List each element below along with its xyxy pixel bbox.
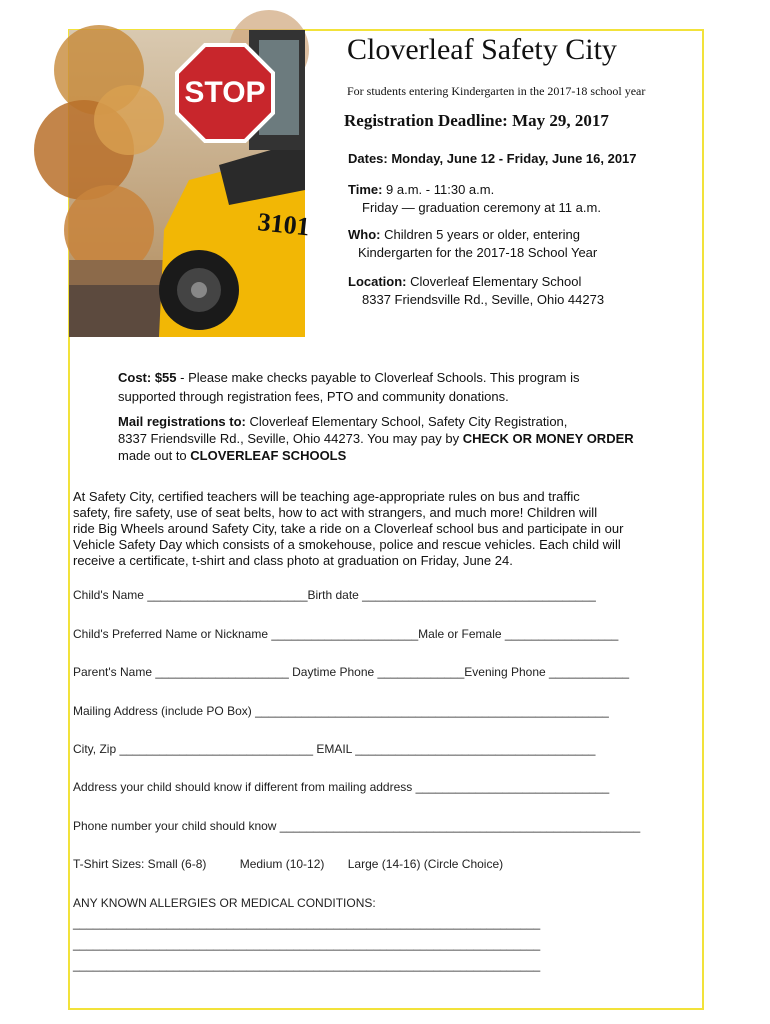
mail-label: Mail registrations to: [118,414,246,429]
time-label: Time: [348,182,383,197]
child-known-phone-field[interactable]: Phone number your child should know ______________________________________________________ [73,819,641,833]
payment-method: CHECK OR MONEY ORDER [462,431,634,446]
location-line2: 8337 Friendsville Rd., Seville, Ohio 44273 [362,292,605,307]
page-title: Cloverleaf Safety City [347,33,617,66]
who-value: Children 5 years or older, entering [380,227,580,242]
cost-text-1: - Please make checks payable to Cloverleaf Schools. This program is [176,370,580,385]
mail-text-1: Cloverleaf Elementary School, Safety City Registration, [245,414,568,429]
allergies-blank-line[interactable]: ______________________________________________________________________ [73,916,541,930]
time-block [348,181,601,217]
tshirt-large[interactable]: Large (14-16) (Circle Choice) [347,857,504,871]
photo-illustration [69,30,312,337]
mail-text-2: 8337 Friendsville Rd., Seville, Ohio 44273. You may pay by [118,431,463,446]
allergies-blank-line[interactable]: ______________________________________________________________________ [73,958,541,972]
cost-block [118,368,579,406]
registration-deadline: Registration Deadline: May 29, 2017 [344,111,609,130]
cost-label: Cost: $55 [118,370,177,385]
who-block [348,226,597,262]
allergies-lines[interactable] [73,913,540,976]
page-subtitle: For students entering Kindergarten in the 2017-18 school year [347,84,646,98]
time-line2: Friday — graduation ceremony at 11 a.m. [362,200,601,215]
tshirt-medium[interactable]: Medium (10-12) [239,857,325,871]
cost-text-2: supported through registration fees, PTO and community donations. [118,389,509,404]
who-line2: Kindergarten for the 2017-18 School Year [358,245,598,260]
location-value: Cloverleaf Elementary School [406,274,582,289]
tshirt-sizes [73,857,503,871]
tshirt-small[interactable]: T-Shirt Sizes: Small (6-8) [73,857,207,871]
time-value: 9 a.m. - 11:30 a.m. [382,182,495,197]
description-line: receive a certificate, t-shirt and class photo at graduation on Friday, June 24. [73,553,513,568]
description-line: At Safety City, certified teachers will be teaching age-appropriate rules on bus and traffic [73,489,580,504]
program-description [73,489,623,569]
stop-sign-text: STOP [184,76,266,109]
description-line: ride Big Wheels around Safety City, take a ride on a Cloverleaf school bus and participate in our [73,521,624,536]
dates-line: Dates: Monday, June 12 - Friday, June 16, 2017 [348,151,637,166]
location-label: Location: [348,274,407,289]
allergies-blank-line[interactable]: ______________________________________________________________________ [73,937,541,951]
parent-phone-field[interactable]: Parent's Name ____________________ Daytime Phone _____________Evening Phone ____________ [73,665,630,679]
allergies-label: ANY KNOWN ALLERGIES OR MEDICAL CONDITIONS: [73,896,376,910]
who-label: Who: [348,227,381,242]
mailing-address-field[interactable]: Mailing Address (include PO Box) _____________________________________________________ [73,704,609,718]
payee-name: CLOVERLEAF SCHOOLS [190,448,347,463]
nickname-gender-field[interactable]: Child's Preferred Name or Nickname ______________________Male or Female _________________ [73,627,619,641]
stop-sign-bus-photo [69,30,312,337]
bus-number: 3101 [256,207,312,242]
city-zip-email-field[interactable]: City, Zip _____________________________ EMAIL ____________________________________ [73,742,596,756]
mail-text-3: made out to [118,448,191,463]
description-line: Vehicle Safety Day which consists of a smokehouse, police and rescue vehicles. Each child will [73,537,621,552]
child-name-birthdate-field[interactable]: Child's Name ________________________Birth date ___________________________________ [73,588,596,602]
description-line: safety, fire safety, use of seat belts, how to act with strangers, and much more! Children will [73,505,598,520]
mail-block [118,413,634,464]
location-block [348,273,604,309]
child-known-address-field[interactable]: Address your child should know if different from mailing address _____________________________ [73,780,610,794]
